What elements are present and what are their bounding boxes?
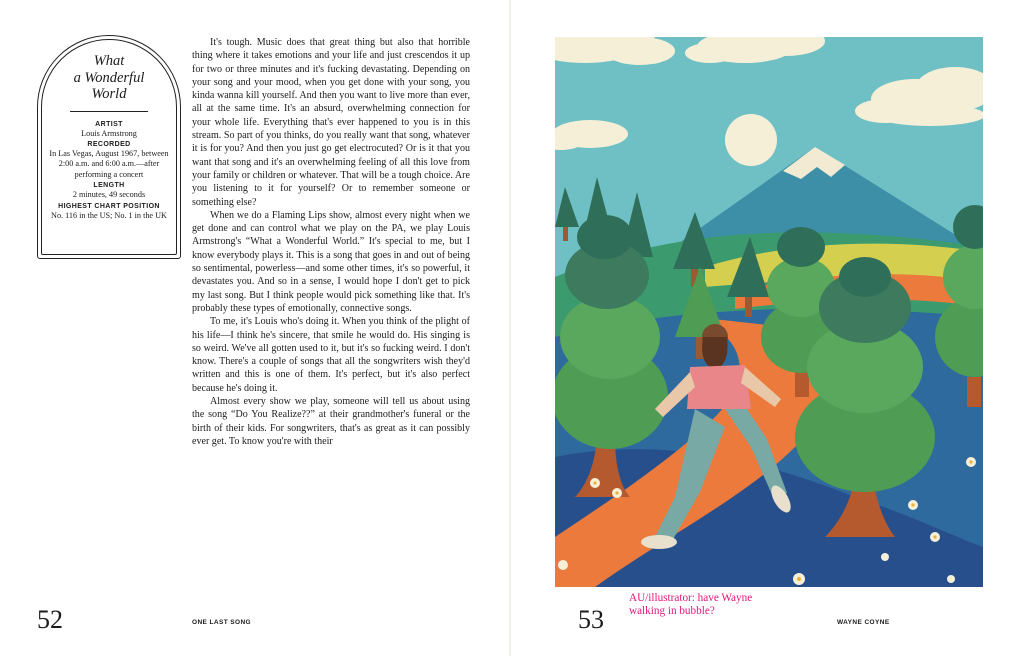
song-title-line-3: World xyxy=(91,86,127,102)
artist-value: Louis Armstrong xyxy=(81,128,137,138)
recorded-label: RECORDED xyxy=(87,140,131,148)
title-divider xyxy=(70,111,148,112)
song-title-line-1: What xyxy=(93,53,125,69)
right-running-head: WAYNE COYNE xyxy=(837,619,890,626)
song-info-card-inner xyxy=(41,39,177,255)
editor-note-line-2: walking in bubble? xyxy=(629,605,715,617)
body-paragraph-1: It's tough. Music does that great thing but also that horrible thing where it takes emotions and your life and just crescendos it up for two or three minutes and it's fucking devastating. Depending on your song and your mood, when you get done with your song, you kinda wanna kill yourself. And then you want to live more than ever, all at the same time. It's an absurd, overwhelming connection for your whole life. Everything that's ever happened to you is in this stream. So part of you thinks, do you really want that song, whatever it is for you? And then you just go get electrocuted? Or is it that you want that song and it's an overwhelming feeling of all this love from your family or children or whatever. That will be a tough choice. Are you listening to it for yourself? Or to remember someone or something else? xyxy=(192,37,470,208)
song-title xyxy=(48,53,170,103)
artist-label: ARTIST xyxy=(95,120,123,128)
right-page-number: 53 xyxy=(578,605,604,634)
length-value: 2 minutes, 49 seconds xyxy=(72,190,146,200)
illustration-canvas xyxy=(555,37,983,587)
song-info-card xyxy=(37,35,181,259)
chart-position-label: HIGHEST CHART POSITION xyxy=(58,202,160,210)
interview-body-text xyxy=(192,36,470,448)
left-page-number: 52 xyxy=(37,605,63,634)
length-label: LENGTH xyxy=(93,182,125,190)
forest-walk-illustration xyxy=(555,37,983,587)
body-paragraph-3: To me, it's Louis who's doing it. When you think of the plight of his life—I think he's sincere, that smile he would do. His singing is so weird. We've all gotten used to it, but it's so fucking weird. I don't know. There's a couple of songs that all the songwriters wish they'd written and this is one of them. It's perfect, but it's also perfect because he's doing it. xyxy=(192,316,470,394)
sun-icon xyxy=(725,114,777,166)
editor-note-line-1: AU/illustrator: have Wayne xyxy=(629,592,753,604)
chart-position-value: No. 116 in the US; No. 1 in the UK xyxy=(51,210,167,220)
spread-gutter xyxy=(509,0,511,656)
body-paragraph-2: When we do a Flaming Lips show, almost every night when we get done and can control what we play on the PA, we play Louis Armstrong's “What a Wonderful World.” It's special to me, but I know everybody plays it. This is a song that goes in and out of being so sentimental, powerless—and some other times, it's so powerful, it devastates you. And so in a sense, I would hope I don't get to pick my last song. But I think people would pick something like that. It's probably these types of emotionally, connective songs. xyxy=(192,209,470,314)
song-title-line-2: a Wonderful xyxy=(73,69,145,86)
editor-annotation-note xyxy=(629,592,752,618)
recorded-value: In Las Vegas, August 1967, between 2:00 a.m. and 6:00 a.m.—after performing a concert xyxy=(49,148,169,179)
body-paragraph-4: Almost every show we play, someone will tell us about using the song “Do You Realize??” at their grandmother's funeral or the birth of their kids. For songwriters, that's as great as it can possibly ever get. To know you're with their xyxy=(192,396,470,447)
left-running-head: ONE LAST SONG xyxy=(192,619,252,626)
